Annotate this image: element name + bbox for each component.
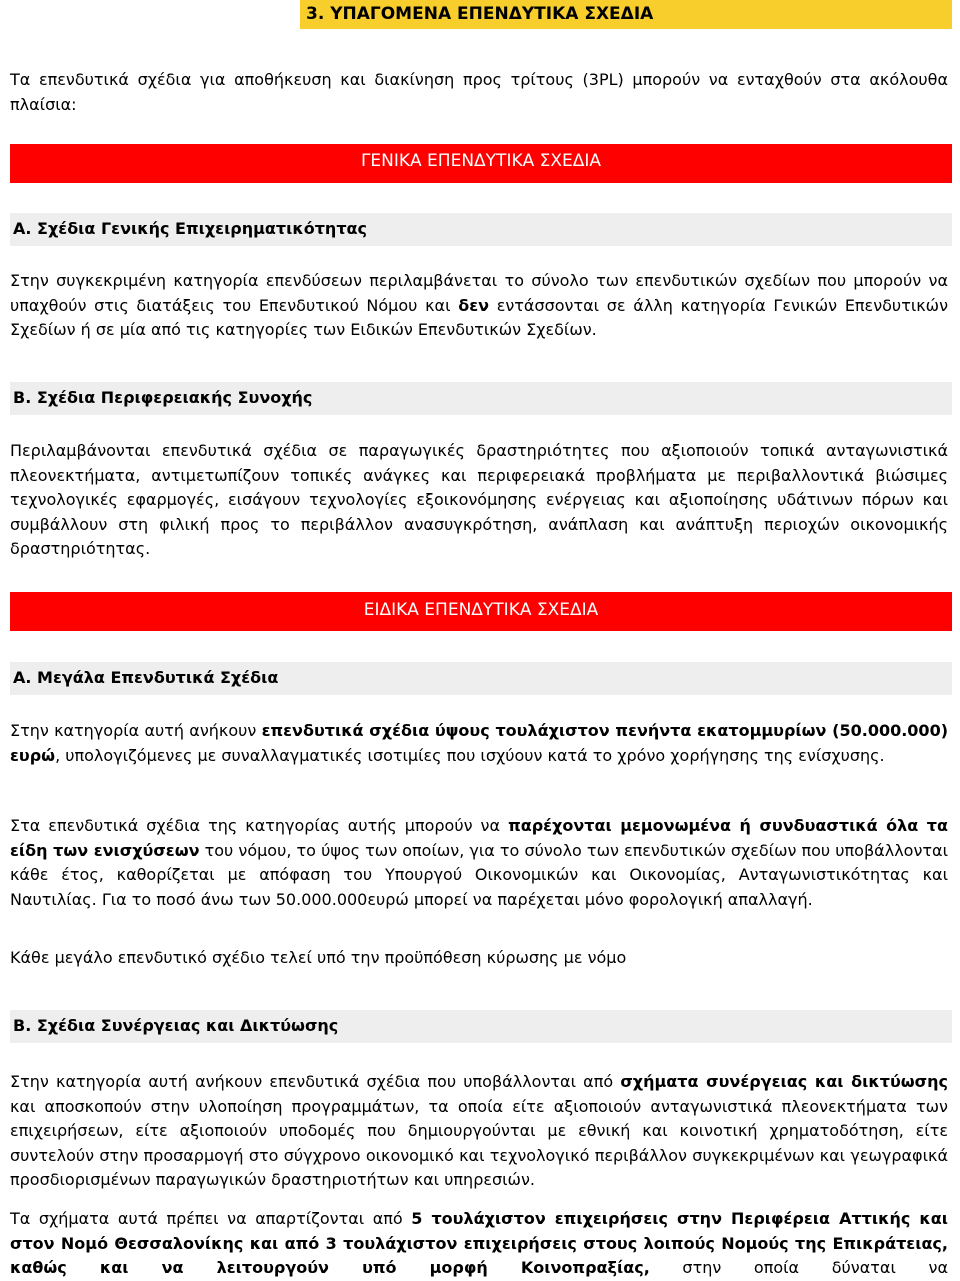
text-segment: εντάσσονται σε άλλη κατηγορία Γενικών Επενδυτικών Σχεδίων ή σε μία από τις κατηγορίες των Ειδικών Επενδυτικών Σχεδίων. <box>10 295 949 339</box>
bold-text: επενδυτικά σχέδια ύψους τουλάχιστον πενήντα εκατομμυρίων (50.000.000) ευρώ <box>10 721 949 765</box>
text-segment: , υπολογιζόμενες με συναλλαγματικές ισοτιμίες που ισχύουν κατά το χρόνο χορήγησης της ενίσχυσης. <box>55 745 885 765</box>
section-b-cohesion-paragraph: Περιλαμβάνονται επενδυτικά σχέδια σε παραγωγικές δραστηριότητες που αξιοποιούν τοπικά ανταγωνιστικά πλεονεκτήματα, αντιμετωπίζουν τοπικές ανάγκες και περιφερειακά προβλήματα με περιβαλλοντικά βιώσιμες τεχνολογικές εφαρμογές, εισάγουν τεχνολογίες εξοικονόμησης ενέργειας και αξιοποίησης υδάτινων πόρων και συμβάλλουν στη φιλική προς το περιβάλλον ανασυγκρότηση, ανάπλαση και ανάπτυξη περιοχών οικονομικής δραστηριότητας. <box>10 441 948 558</box>
section-a-large-paragraph-3: Κάθε μεγάλο επενδυτικό σχέδιο τελεί υπό την προϋπόθεση κύρωσης με νόμο <box>10 948 627 967</box>
page-title: 3. ΥΠΑΓΟΜΕΝΑ ΕΠΕΝΔΥΤΙΚΑ ΣΧΕΔΙΑ <box>300 0 952 29</box>
section-b-synergy-paragraph-2 <box>10 1207 948 1281</box>
special-investment-heading: ΕΙΔΙΚΑ ΕΠΕΝΔΥΤΙΚΑ ΣΧΕΔΙΑ <box>10 592 952 631</box>
text-segment: και αποσκοπούν στην υλοποίηση προγραμμάτων, τα οποία είτε αξιοποιούν ανταγωνιστικά πλεονεκτήματα των επιχειρήσεων, είτε αξιοποιούν υποδομές που δημιουργούνται με εθνική και κοινοτική χρηματοδότηση, είτε συντελούν στην προσαρμογή στο σύγχρονο οικονομικό και τεχνολογικό περιβάλλον συγκεκριμένων και γεωγραφικά προσδιορισμένων παραγωγικών δραστηριοτήτων και υπηρεσιών. <box>10 1096 948 1189</box>
bold-text: παρέχονται μεμονωμένα ή συνδυαστικά όλα τα είδη των ενισχύσεων <box>10 816 948 860</box>
text-segment: στην οποία δύναται να <box>649 1258 949 1277</box>
general-investment-heading: ΓΕΝΙΚΑ ΕΠΕΝΔΥΤΙΚΑ ΣΧΕΔΙΑ <box>10 144 952 183</box>
text-segment: του νόμου, το ύψος των οποίων, για το σύνολο των επενδυτικών σχεδίων που υποβάλλονται κάθε έτος, καθορίζεται με απόφαση του Υπουργού Οικονομικών και Οικονομίας, Ανταγωνιστικότητας και Ναυτιλίας. Για το ποσό άνω των 50.000.000ευρώ μπορεί να παρέχεται μόνο φορολογική απαλλαγή. <box>10 840 948 909</box>
section-b-cohesion-heading: Β. Σχέδια Περιφερειακής Συνοχής <box>10 382 952 415</box>
bold-text: δεν <box>458 295 490 315</box>
section-b-synergy-heading: Β. Σχέδια Συνέργειας και Δικτύωσης <box>10 1010 952 1043</box>
section-a-general-paragraph <box>10 269 948 343</box>
bold-text: σχήματα συνέργειας και δικτύωσης <box>620 1072 948 1091</box>
text-segment: Στην κατηγορία αυτή ανήκουν επενδυτικά σχέδια που υποβάλλονται από <box>10 1072 621 1091</box>
section-b-synergy-paragraph-1 <box>10 1070 948 1193</box>
section-a-large-heading: Α. Μεγάλα Επενδυτικά Σχέδια <box>10 662 952 695</box>
text-segment: Τα σχήματα αυτά πρέπει να απαρτίζονται από <box>10 1209 412 1228</box>
text-segment: Στην συγκεκριμένη κατηγορία επενδύσεων περιλαμβάνεται το σύνολο των επενδυτικών σχεδίων που μπορούν να υπαχθούν στις διατάξεις του Επενδυτικού Νόμου και <box>10 271 948 315</box>
section-a-large-paragraph-1 <box>10 719 948 768</box>
bold-text: 5 τουλάχιστον επιχειρήσεις στην Περιφέρεια Αττικής και στον Νομό Θεσσαλονίκης και από 3 τουλάχιστον επιχειρήσεις στους λοιπούς Νομούς της Επικράτειας, καθώς και να λειτουργούν υπό μορφή Κοινοπραξίας, <box>10 1209 949 1277</box>
text-segment: Στην κατηγορία αυτή ανήκουν <box>10 721 262 740</box>
text-segment: Στα επενδυτικά σχέδια της κατηγορίας αυτής μπορούν να <box>10 816 509 835</box>
intro-paragraph: Τα επενδυτικά σχέδια για αποθήκευση και διακίνηση προς τρίτους (3PL) μπορούν να ενταχθούν στα ακόλουθα πλαίσια: <box>10 70 948 114</box>
section-a-general-heading: Α. Σχέδια Γενικής Επιχειρηματικότητας <box>10 213 952 246</box>
section-a-large-paragraph-2 <box>10 814 948 912</box>
